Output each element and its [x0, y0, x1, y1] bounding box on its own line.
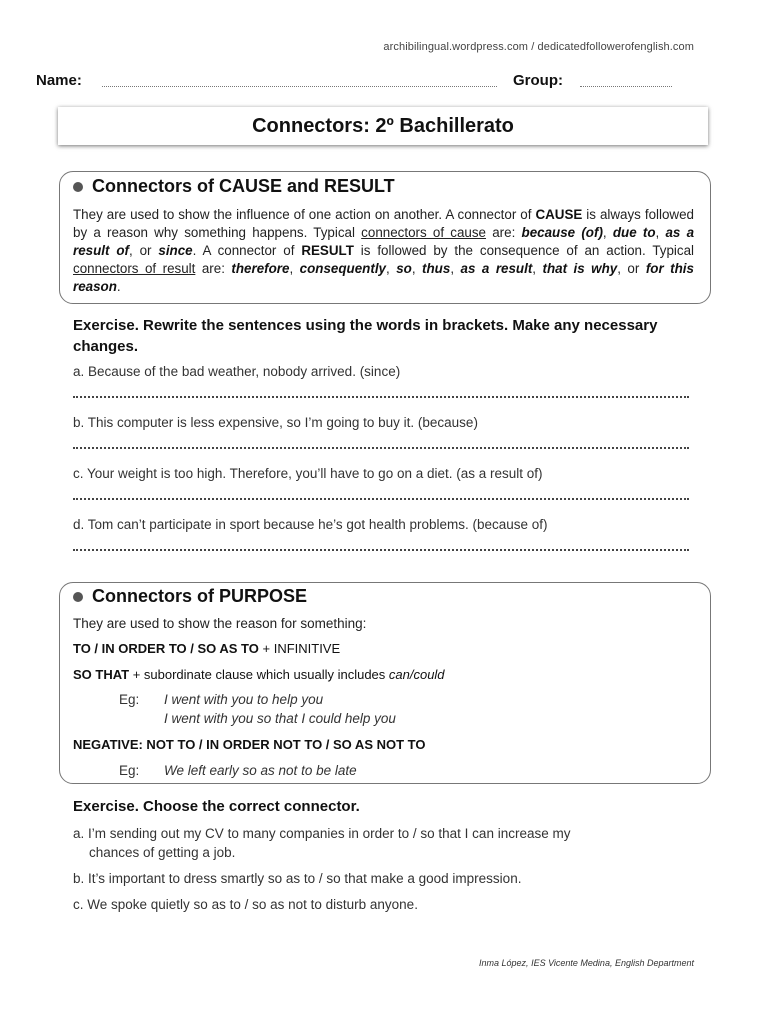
- exercise1-instruction: Exercise. Rewrite the sentences using the words in brackets. Make any necessary changes.: [73, 317, 658, 355]
- author-footer: Inma López, IES Vicente Medina, English Department: [479, 958, 694, 968]
- cause-result-explanation: They are used to show the influence of one action on another. A connector of CAUSE is always followed by a reason why something happens. Typical connectors of cause are: because (of), due to, as a result of, or since. A connector of RESULT is followed by the consequence of an action. Typical connectors of result are: therefore, consequently, so, thus, as a result, that is why, or for this reason.: [73, 207, 695, 294]
- cause-result-heading-text: Connectors of CAUSE and RESULT: [92, 176, 395, 196]
- example-label-2: Eg:: [119, 763, 140, 778]
- cause-result-heading: [73, 176, 395, 197]
- exercise1-item-d: d. Tom can’t participate in sport because he’s got health problems. (because of): [73, 517, 548, 532]
- exercise2-item-b: b. It’s important to dress smartly so as to / so that make a good impression.: [73, 871, 522, 886]
- connectors-of-result-term: connectors of result: [73, 261, 196, 276]
- website-url: archibilingual.wordpress.com / dedicatedfollowerofenglish.com: [383, 41, 694, 53]
- purpose-negative-rule: NEGATIVE: NOT TO / IN ORDER NOT TO / SO AS NOT TO: [73, 737, 426, 752]
- purpose-rule-so-that: SO THAT + subordinate clause which usually includes can/could: [73, 667, 445, 682]
- purpose-box: [59, 582, 711, 784]
- exercise2-item-c: c. We spoke quietly so as to / so as not to disturb anyone.: [73, 897, 418, 912]
- name-group-row: [36, 72, 696, 94]
- example-2: We left early so as not to be late: [164, 763, 357, 778]
- exercise1-item-b: b. This computer is less expensive, so I’m going to buy it. (because): [73, 415, 478, 430]
- bullet-icon: [73, 592, 83, 602]
- bullet-icon: [73, 182, 83, 192]
- example-1-line-1: I went with you to help you: [164, 692, 324, 707]
- example-1-line-2: I went with you so that I could help you: [164, 711, 396, 726]
- answer-line-c[interactable]: [73, 498, 689, 500]
- exercise1-item-a: a. Because of the bad weather, nobody arrived. (since): [73, 364, 401, 379]
- name-label: Name:: [36, 72, 82, 89]
- exercise2-instruction: Exercise. Choose the correct connector.: [73, 798, 360, 815]
- exercise1-item-c: c. Your weight is too high. Therefore, you’ll have to go on a diet. (as a result of): [73, 466, 543, 481]
- group-label: Group:: [513, 72, 563, 89]
- answer-line-b[interactable]: [73, 447, 689, 449]
- purpose-heading-text: Connectors of PURPOSE: [92, 586, 308, 606]
- example-label-1: Eg:: [119, 692, 140, 707]
- purpose-intro: They are used to show the reason for something:: [73, 616, 367, 631]
- exercise2-item-a: a. I’m sending out my CV to many companies in order to / so that I can increase my: [73, 826, 571, 841]
- answer-line-d[interactable]: [73, 549, 689, 551]
- answer-line-a[interactable]: [73, 396, 689, 398]
- exercise2-item-a-cont: chances of getting a job.: [89, 845, 236, 860]
- purpose-rule-infinitive: TO / IN ORDER TO / SO AS TO + INFINITIVE: [73, 641, 341, 656]
- group-field-line: [580, 86, 672, 87]
- page-title: Connectors: 2º Bachillerato: [252, 114, 514, 137]
- purpose-heading: [73, 586, 307, 607]
- name-field-line: [102, 86, 497, 87]
- connectors-of-cause-term: connectors of cause: [361, 225, 487, 240]
- title-box: [58, 107, 708, 145]
